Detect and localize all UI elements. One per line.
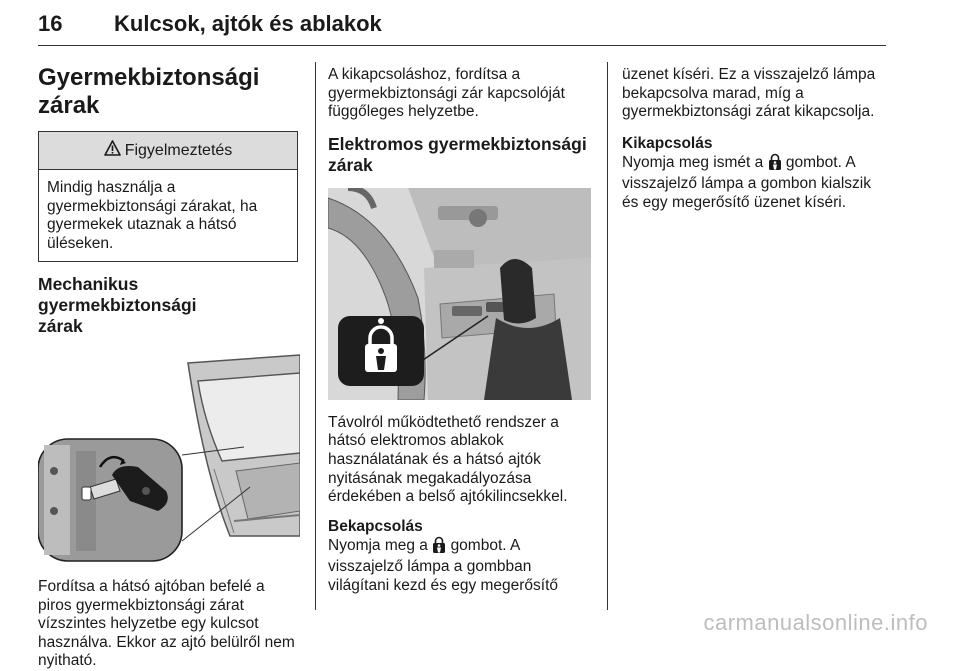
section-title: Gyermekbiztonsági zárak (38, 64, 260, 119)
page-header (38, 7, 886, 46)
warning-triangle-icon (104, 140, 121, 161)
heading-line: zárak (38, 316, 83, 336)
activation-heading: Bekapcsolás (328, 517, 423, 535)
middle-column (328, 66, 596, 596)
right-column (622, 66, 886, 213)
deactivation-text (622, 153, 886, 213)
text-line: hátsó elektromos ablakok (328, 432, 504, 450)
child-lock-icon (432, 536, 446, 559)
text-line: vízszintes helyzetbe egy kulcsot (38, 615, 259, 633)
mechanical-lock-heading (38, 274, 300, 337)
text-line: visszajelző lámpa a gombon kialszik (622, 175, 871, 193)
text-line: Fordítsa a hátsó ajtóban befelé a (38, 578, 265, 595)
heading-line: Elektromos gyermekbiztonsági (328, 133, 587, 154)
text-line: Távolról működtethető rendszer a (328, 413, 559, 431)
text-line: visszajelző lámpa a gombban (328, 558, 532, 576)
text-line: A kikapcsoláshoz, fordítsa a (328, 66, 521, 83)
column-divider (315, 62, 316, 610)
warning-header (39, 132, 297, 170)
text-line: nyitható. (38, 652, 97, 670)
heading-line: zárak (328, 154, 373, 175)
text-line: nyitásának megakadályozása (328, 469, 532, 487)
activation-text-continued (622, 66, 886, 122)
text-fragment: gombot. A (450, 536, 521, 554)
chapter-title: Kulcsok, ajtók és ablakok (114, 11, 382, 36)
mechanical-lock-figure (38, 351, 300, 565)
text-line: és egy megerősítő üzenet kíséri. (622, 193, 847, 211)
deactivation-intro (328, 66, 596, 122)
electric-lock-figure (328, 188, 591, 400)
text-line: világítani kezd és egy megerősítő (328, 576, 559, 594)
text-line: használva. Ekkor az ajtó belülről nem (38, 633, 295, 651)
text-fragment: Nyomja meg ismét a (622, 153, 764, 171)
text-line: függőleges helyzetbe. (328, 103, 479, 121)
text-line: használatának és a hátsó ajtók (328, 450, 541, 468)
mechanical-lock-text (38, 578, 300, 671)
electric-lock-heading (328, 134, 596, 176)
warning-text (39, 170, 297, 261)
text-line: bekapcsolva marad, míg a (622, 84, 804, 102)
page-number: 16 (38, 11, 63, 36)
text-line (328, 536, 596, 559)
text-line: üléseken. (47, 234, 114, 252)
column-divider (607, 62, 608, 610)
text-line: gyermekek utaznak a hátsó (47, 216, 237, 233)
text-line: gyermekbiztonsági zárakat, ha (47, 197, 258, 215)
child-lock-icon (768, 153, 782, 176)
watermark: carmanualsonline.info (703, 610, 928, 635)
text-line (622, 153, 886, 176)
text-fragment: gombot. A (785, 153, 856, 171)
text-line: Mindig használja a (47, 179, 176, 196)
activation-text (328, 536, 596, 596)
heading-line: Mechanikus gyermekbiztonsági (38, 274, 197, 315)
warning-title: Figyelmeztetés (124, 141, 233, 159)
text-line: érdekében a belső ajtókilincsekkel. (328, 488, 568, 506)
text-line: gyermekbiztonsági zár kapcsolóját (328, 84, 565, 102)
text-line: gyermekbiztonsági zárat kikapcsolja. (622, 103, 875, 121)
text-line: üzenet kíséri. Ez a visszajelző lámpa (622, 66, 876, 83)
left-column (38, 58, 300, 671)
text-line: piros gyermekbiztonsági zárat (38, 596, 244, 614)
electric-lock-text (328, 414, 596, 507)
text-fragment: Nyomja meg a (328, 536, 428, 554)
warning-box (38, 131, 298, 262)
deactivation-heading: Kikapcsolás (622, 134, 713, 152)
